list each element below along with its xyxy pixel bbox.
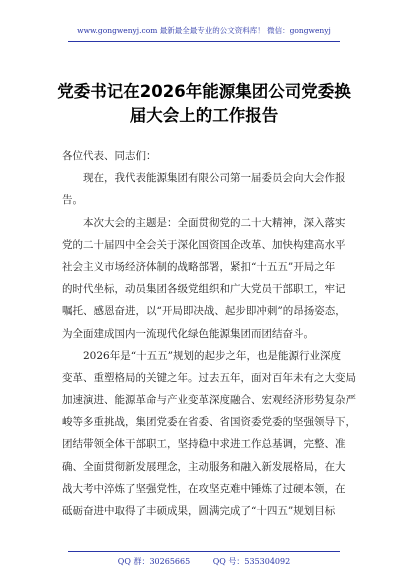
footer-contact bbox=[0, 556, 408, 567]
footer-divider bbox=[68, 551, 340, 552]
paragraph-line: 现在，我代表能源集团有限公司第一届委员会向大会作报 bbox=[83, 172, 346, 185]
paragraph-line: 峻等多重挑战，集团党委在省委、省国资委党委的坚强领导下， bbox=[62, 416, 356, 429]
paragraph-line: 2026年是“十五五”规划的起步之年，也是能源行业深度 bbox=[83, 349, 341, 362]
document-title bbox=[50, 80, 358, 128]
paragraph-line: 嘱托、感恩奋进，以“开局即决战、起步即冲刺”的昂扬姿态， bbox=[62, 305, 346, 318]
paragraph-2 bbox=[62, 212, 352, 345]
paragraph-line: 确、全面贯彻新发展理念，主动服务和融入新发展格局，在大 bbox=[62, 460, 346, 473]
paragraph-3 bbox=[62, 345, 356, 523]
paragraph-1 bbox=[62, 167, 352, 211]
title-line-1: 党委书记在2026年能源集团公司党委换 bbox=[57, 82, 351, 101]
paragraph-line: 砥砺奋进中取得了丰硕成果，圆满完成了“十四五”规划目标 bbox=[62, 505, 336, 517]
paragraph-line: 战大考中淬炼了坚强党性，在攻坚克难中锤炼了过硬本领，在 bbox=[62, 482, 346, 495]
paragraph-line: 为全面建成国内一流现代化绿色能源集团而团结奋斗。 bbox=[62, 327, 314, 340]
paragraph-line: 社会主义市场经济体制的战略部署，紧扣“十五五”开局之年 bbox=[62, 260, 336, 273]
paragraph-line: 党的二十届四中全会关于深化国资国企改革、加快构建高水平 bbox=[62, 238, 346, 251]
header-banner: www.gongwenyj.com 最新最全最专业的公文资料库！ 微信：gongwenyj bbox=[77, 26, 331, 35]
title-line-2: 届大会上的工作报告 bbox=[129, 106, 279, 125]
paragraph-line: 加速演进、能源革命与产业变革深度融合、宏观经济形势复杂严 bbox=[62, 394, 356, 407]
paragraph-line: 的时代坐标，动员集团各级党组织和广大党员干部职工，牢记 bbox=[62, 283, 346, 296]
header-divider bbox=[68, 41, 340, 42]
paragraph-line: 本次大会的主题是：全面贯彻党的二十大精神，深入落实 bbox=[83, 216, 346, 229]
document-body bbox=[62, 145, 356, 522]
footer-qq-number: QQ 号：535304092 bbox=[212, 557, 291, 566]
footer-qq-group: QQ 群：30265665 bbox=[117, 557, 191, 566]
paragraph-line: 告。 bbox=[62, 194, 83, 207]
greeting: 各位代表、同志们： bbox=[62, 150, 157, 162]
paragraph-line: 团结带领全体干部职工，坚持稳中求进工作总基调，完整、准 bbox=[62, 438, 346, 451]
paragraph-line: 变革、重塑格局的关键之年。过去五年，面对百年未有之大变局 bbox=[62, 371, 356, 384]
